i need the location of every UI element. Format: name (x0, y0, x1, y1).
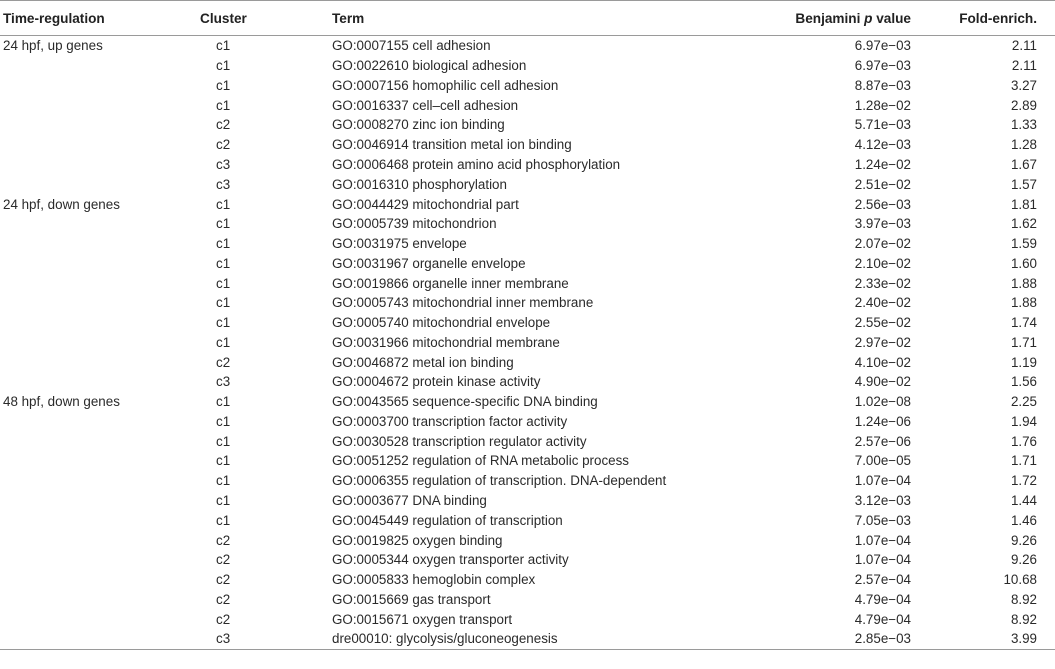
table-row (0, 214, 1055, 234)
cell-fold-enrichment: 1.76 (1010, 433, 1037, 449)
cell-fold-enrichment: 9.26 (1010, 552, 1037, 568)
cell-benjamini-p-value: 1.28e−02 (854, 97, 911, 113)
cell-cluster: c1 (216, 413, 231, 429)
cell-cluster: c2 (216, 137, 231, 153)
cell-benjamini-p-value: 4.10e−02 (854, 354, 911, 370)
cell-fold-enrichment: 1.56 (1010, 374, 1037, 390)
cell-time-regulation (0, 589, 200, 609)
cell-cluster: c1 (216, 77, 231, 93)
cell-fold-enrichment: 1.19 (1010, 354, 1037, 370)
cell-term: GO:0006355 regulation of transcription. DNA-dependent (332, 473, 667, 489)
table-row (0, 155, 1055, 175)
cell-time-regulation (0, 76, 200, 96)
table-row (0, 234, 1055, 254)
cell-term: GO:0016310 phosphorylation (332, 176, 507, 192)
table-row (0, 412, 1055, 432)
table-row (0, 451, 1055, 471)
cell-cluster: c3 (216, 176, 231, 192)
cell-time-regulation: 24 hpf, down genes (3, 196, 120, 212)
cell-benjamini-p-value: 1.07e−04 (854, 473, 911, 489)
cell-term: GO:0008270 zinc ion binding (332, 117, 505, 133)
cell-term: GO:0007155 cell adhesion (332, 38, 491, 54)
cell-fold-enrichment: 1.57 (1010, 176, 1037, 192)
table-row (0, 372, 1055, 392)
table-header (0, 1, 1055, 36)
cell-time-regulation (0, 471, 200, 491)
cell-fold-enrichment: 8.92 (1010, 591, 1037, 607)
cell-time-regulation (0, 56, 200, 76)
table-row (0, 36, 1055, 56)
cell-time-regulation (0, 115, 200, 135)
table-row (0, 510, 1055, 530)
cell-benjamini-p-value: 4.12e−03 (854, 137, 911, 153)
cell-cluster: c1 (216, 38, 231, 54)
header-row (0, 1, 1055, 36)
table-body (0, 36, 1055, 650)
cell-term: GO:0007156 homophilic cell adhesion (332, 77, 559, 93)
cell-benjamini-p-value: 2.85e−03 (763, 629, 933, 649)
cell-term: GO:0003677 DNA binding (332, 492, 487, 508)
cell-term: GO:0015671 oxygen transport (332, 611, 513, 627)
cell-time-regulation (0, 174, 200, 194)
cell-fold-enrichment: 1.59 (1010, 236, 1037, 252)
cell-fold-enrichment: 1.46 (1010, 512, 1037, 528)
cell-cluster: c1 (216, 236, 231, 252)
cell-fold-enrichment: 1.28 (1010, 137, 1037, 153)
cell-benjamini-p-value: 1.24e−02 (854, 156, 911, 172)
table-row (0, 589, 1055, 609)
header-fold-enrichment: Fold-enrich. (933, 1, 1055, 36)
cell-benjamini-p-value: 3.12e−03 (854, 492, 911, 508)
cell-fold-enrichment: 2.89 (1010, 97, 1037, 113)
table-row (0, 392, 1055, 412)
cell-benjamini-p-value: 2.33e−02 (854, 275, 911, 291)
cell-benjamini-p-value: 1.24e−06 (854, 413, 911, 429)
cell-cluster: c1 (216, 295, 231, 311)
table-row (0, 56, 1055, 76)
cell-benjamini-p-value: 6.97e−03 (854, 38, 911, 54)
cell-term: dre00010: glycolysis/gluconeogenesis (332, 629, 763, 649)
cell-time-regulation: 24 hpf, up genes (3, 38, 103, 54)
cell-benjamini-p-value: 2.57e−04 (854, 572, 911, 588)
header-p-prefix: Benjamini (795, 10, 865, 26)
cell-fold-enrichment: 9.26 (1010, 532, 1037, 548)
cell-term: GO:0004672 protein kinase activity (332, 374, 541, 390)
cell-cluster: c1 (216, 334, 231, 350)
cell-time-regulation (0, 352, 200, 372)
cell-benjamini-p-value: 3.97e−03 (854, 216, 911, 232)
cell-time-regulation (0, 550, 200, 570)
cell-time-regulation (0, 155, 200, 175)
cell-cluster: c1 (216, 492, 231, 508)
cell-fold-enrichment: 1.62 (1010, 216, 1037, 232)
cell-fold-enrichment: 1.44 (1010, 492, 1037, 508)
header-p-italic: p (864, 10, 873, 26)
cell-benjamini-p-value: 1.02e−08 (854, 394, 911, 410)
cell-cluster: c2 (216, 532, 231, 548)
cell-time-regulation (0, 609, 200, 629)
cell-time-regulation (0, 293, 200, 313)
cell-term: GO:0016337 cell–cell adhesion (332, 97, 519, 113)
cell-time-regulation (0, 332, 200, 352)
table-row (0, 352, 1055, 372)
cell-term: GO:0046872 metal ion binding (332, 354, 514, 370)
header-time-regulation: Time-regulation (0, 1, 200, 36)
cell-fold-enrichment: 1.72 (1010, 473, 1037, 489)
cell-benjamini-p-value: 2.10e−02 (854, 255, 911, 271)
table-row (0, 95, 1055, 115)
cell-benjamini-p-value: 1.07e−04 (854, 552, 911, 568)
cell-cluster: c2 (216, 354, 231, 370)
cell-fold-enrichment: 1.81 (1010, 196, 1037, 212)
cell-cluster: c1 (216, 196, 231, 212)
cell-benjamini-p-value: 7.05e−03 (854, 512, 911, 528)
cell-fold-enrichment: 1.74 (1010, 315, 1037, 331)
cell-cluster: c1 (216, 315, 231, 331)
header-benjamini-p-value (763, 1, 933, 36)
cell-fold-enrichment: 2.11 (1011, 58, 1037, 74)
cell-time-regulation (0, 214, 200, 234)
cell-cluster: c1 (216, 275, 231, 291)
cell-term: GO:0044429 mitochondrial part (332, 196, 519, 212)
cell-benjamini-p-value: 2.55e−02 (854, 315, 911, 331)
cell-time-regulation (0, 491, 200, 511)
table-row (0, 115, 1055, 135)
table-row (0, 174, 1055, 194)
cell-fold-enrichment: 8.92 (1010, 611, 1037, 627)
cell-fold-enrichment: 1.33 (1010, 117, 1037, 133)
cell-time-regulation (0, 629, 200, 649)
cell-term: GO:0031967 organelle envelope (332, 255, 526, 271)
cell-term: GO:0005833 hemoglobin complex (332, 572, 536, 588)
cell-term: GO:0030528 transcription regulator activity (332, 433, 587, 449)
cell-term: GO:0046914 transition metal ion binding (332, 137, 572, 153)
cell-cluster: c1 (216, 433, 231, 449)
cell-time-regulation (0, 431, 200, 451)
cell-benjamini-p-value: 2.97e−02 (854, 334, 911, 350)
cell-term: GO:0006468 protein amino acid phosphorylation (332, 156, 621, 172)
table-row (0, 313, 1055, 333)
table-row (0, 629, 1055, 649)
cell-benjamini-p-value: 2.57e−06 (854, 433, 911, 449)
cell-time-regulation (0, 253, 200, 273)
cell-term: GO:0005344 oxygen transporter activity (332, 552, 569, 568)
cell-fold-enrichment: 1.60 (1010, 255, 1037, 271)
table-row (0, 253, 1055, 273)
cell-cluster: c1 (216, 58, 231, 74)
cell-cluster: c3 (200, 629, 332, 649)
table-row (0, 332, 1055, 352)
cell-term: GO:0031975 envelope (332, 236, 467, 252)
cell-benjamini-p-value: 2.07e−02 (854, 236, 911, 252)
table-row (0, 135, 1055, 155)
cell-term: GO:0015669 gas transport (332, 591, 491, 607)
table-row (0, 609, 1055, 629)
cell-term: GO:0045449 regulation of transcription (332, 512, 563, 528)
cell-benjamini-p-value: 6.97e−03 (854, 58, 911, 74)
cell-cluster: c2 (216, 117, 231, 133)
cell-fold-enrichment: 1.67 (1010, 156, 1037, 172)
table-row (0, 273, 1055, 293)
cell-time-regulation (0, 273, 200, 293)
cell-term: GO:0043565 sequence-specific DNA binding (332, 394, 598, 410)
cell-fold-enrichment: 3.27 (1010, 77, 1037, 93)
cell-time-regulation (0, 510, 200, 530)
cell-term: GO:0003700 transcription factor activity (332, 413, 568, 429)
cell-fold-enrichment: 10.68 (1003, 572, 1037, 588)
cell-cluster: c2 (216, 611, 231, 627)
header-cluster: Cluster (200, 1, 332, 36)
cell-term: GO:0031966 mitochondrial membrane (332, 334, 560, 350)
cell-fold-enrichment: 1.88 (1010, 275, 1037, 291)
cell-term: GO:0051252 regulation of RNA metabolic process (332, 453, 629, 469)
cell-time-regulation (0, 135, 200, 155)
cell-time-regulation (0, 234, 200, 254)
header-term: Term (332, 1, 763, 36)
cell-benjamini-p-value: 4.79e−04 (854, 611, 911, 627)
cell-fold-enrichment: 2.25 (1010, 394, 1037, 410)
table-row (0, 293, 1055, 313)
cell-benjamini-p-value: 4.79e−04 (854, 591, 911, 607)
cell-time-regulation (0, 530, 200, 550)
table-row (0, 570, 1055, 590)
cell-fold-enrichment: 3.99 (933, 629, 1055, 649)
cell-term: GO:0005743 mitochondrial inner membrane (332, 295, 594, 311)
cell-cluster: c2 (216, 572, 231, 588)
cell-term: GO:0019866 organelle inner membrane (332, 275, 569, 291)
cell-fold-enrichment: 2.11 (1011, 38, 1037, 54)
cell-fold-enrichment: 1.71 (1010, 453, 1037, 469)
cell-time-regulation (0, 95, 200, 115)
cell-fold-enrichment: 1.94 (1010, 413, 1037, 429)
cell-benjamini-p-value: 1.07e−04 (854, 532, 911, 548)
cell-cluster: c1 (216, 394, 231, 410)
cell-benjamini-p-value: 8.87e−03 (854, 77, 911, 93)
cell-time-regulation (0, 570, 200, 590)
cell-cluster: c1 (216, 216, 231, 232)
header-p-suffix: value (872, 10, 911, 26)
cell-cluster: c2 (216, 552, 231, 568)
cell-fold-enrichment: 1.71 (1010, 334, 1037, 350)
cell-cluster: c2 (216, 591, 231, 607)
cell-cluster: c1 (216, 512, 231, 528)
cell-benjamini-p-value: 2.40e−02 (854, 295, 911, 311)
cell-benjamini-p-value: 5.71e−03 (854, 117, 911, 133)
table-row (0, 491, 1055, 511)
cell-benjamini-p-value: 2.56e−03 (854, 196, 911, 212)
cell-term: GO:0005739 mitochondrion (332, 216, 497, 232)
cell-term: GO:0022610 biological adhesion (332, 58, 527, 74)
cell-cluster: c3 (216, 374, 231, 390)
table-row (0, 76, 1055, 96)
cell-benjamini-p-value: 4.90e−02 (854, 374, 911, 390)
cell-time-regulation (0, 451, 200, 471)
cell-cluster: c1 (216, 255, 231, 271)
table-row (0, 530, 1055, 550)
cell-cluster: c1 (216, 453, 231, 469)
table-row (0, 550, 1055, 570)
cell-time-regulation (0, 372, 200, 392)
table-row (0, 431, 1055, 451)
cell-time-regulation (0, 313, 200, 333)
cell-term: GO:0005740 mitochondrial envelope (332, 315, 551, 331)
cell-time-regulation (0, 412, 200, 432)
cell-term: GO:0019825 oxygen binding (332, 532, 503, 548)
table-row (0, 471, 1055, 491)
table-row (0, 194, 1055, 214)
cell-cluster: c1 (216, 97, 231, 113)
cell-cluster: c1 (216, 473, 231, 489)
cell-benjamini-p-value: 7.00e−05 (854, 453, 911, 469)
cell-benjamini-p-value: 2.51e−02 (854, 176, 911, 192)
cell-fold-enrichment: 1.88 (1010, 295, 1037, 311)
cell-cluster: c3 (216, 156, 231, 172)
cell-time-regulation: 48 hpf, down genes (3, 394, 120, 410)
